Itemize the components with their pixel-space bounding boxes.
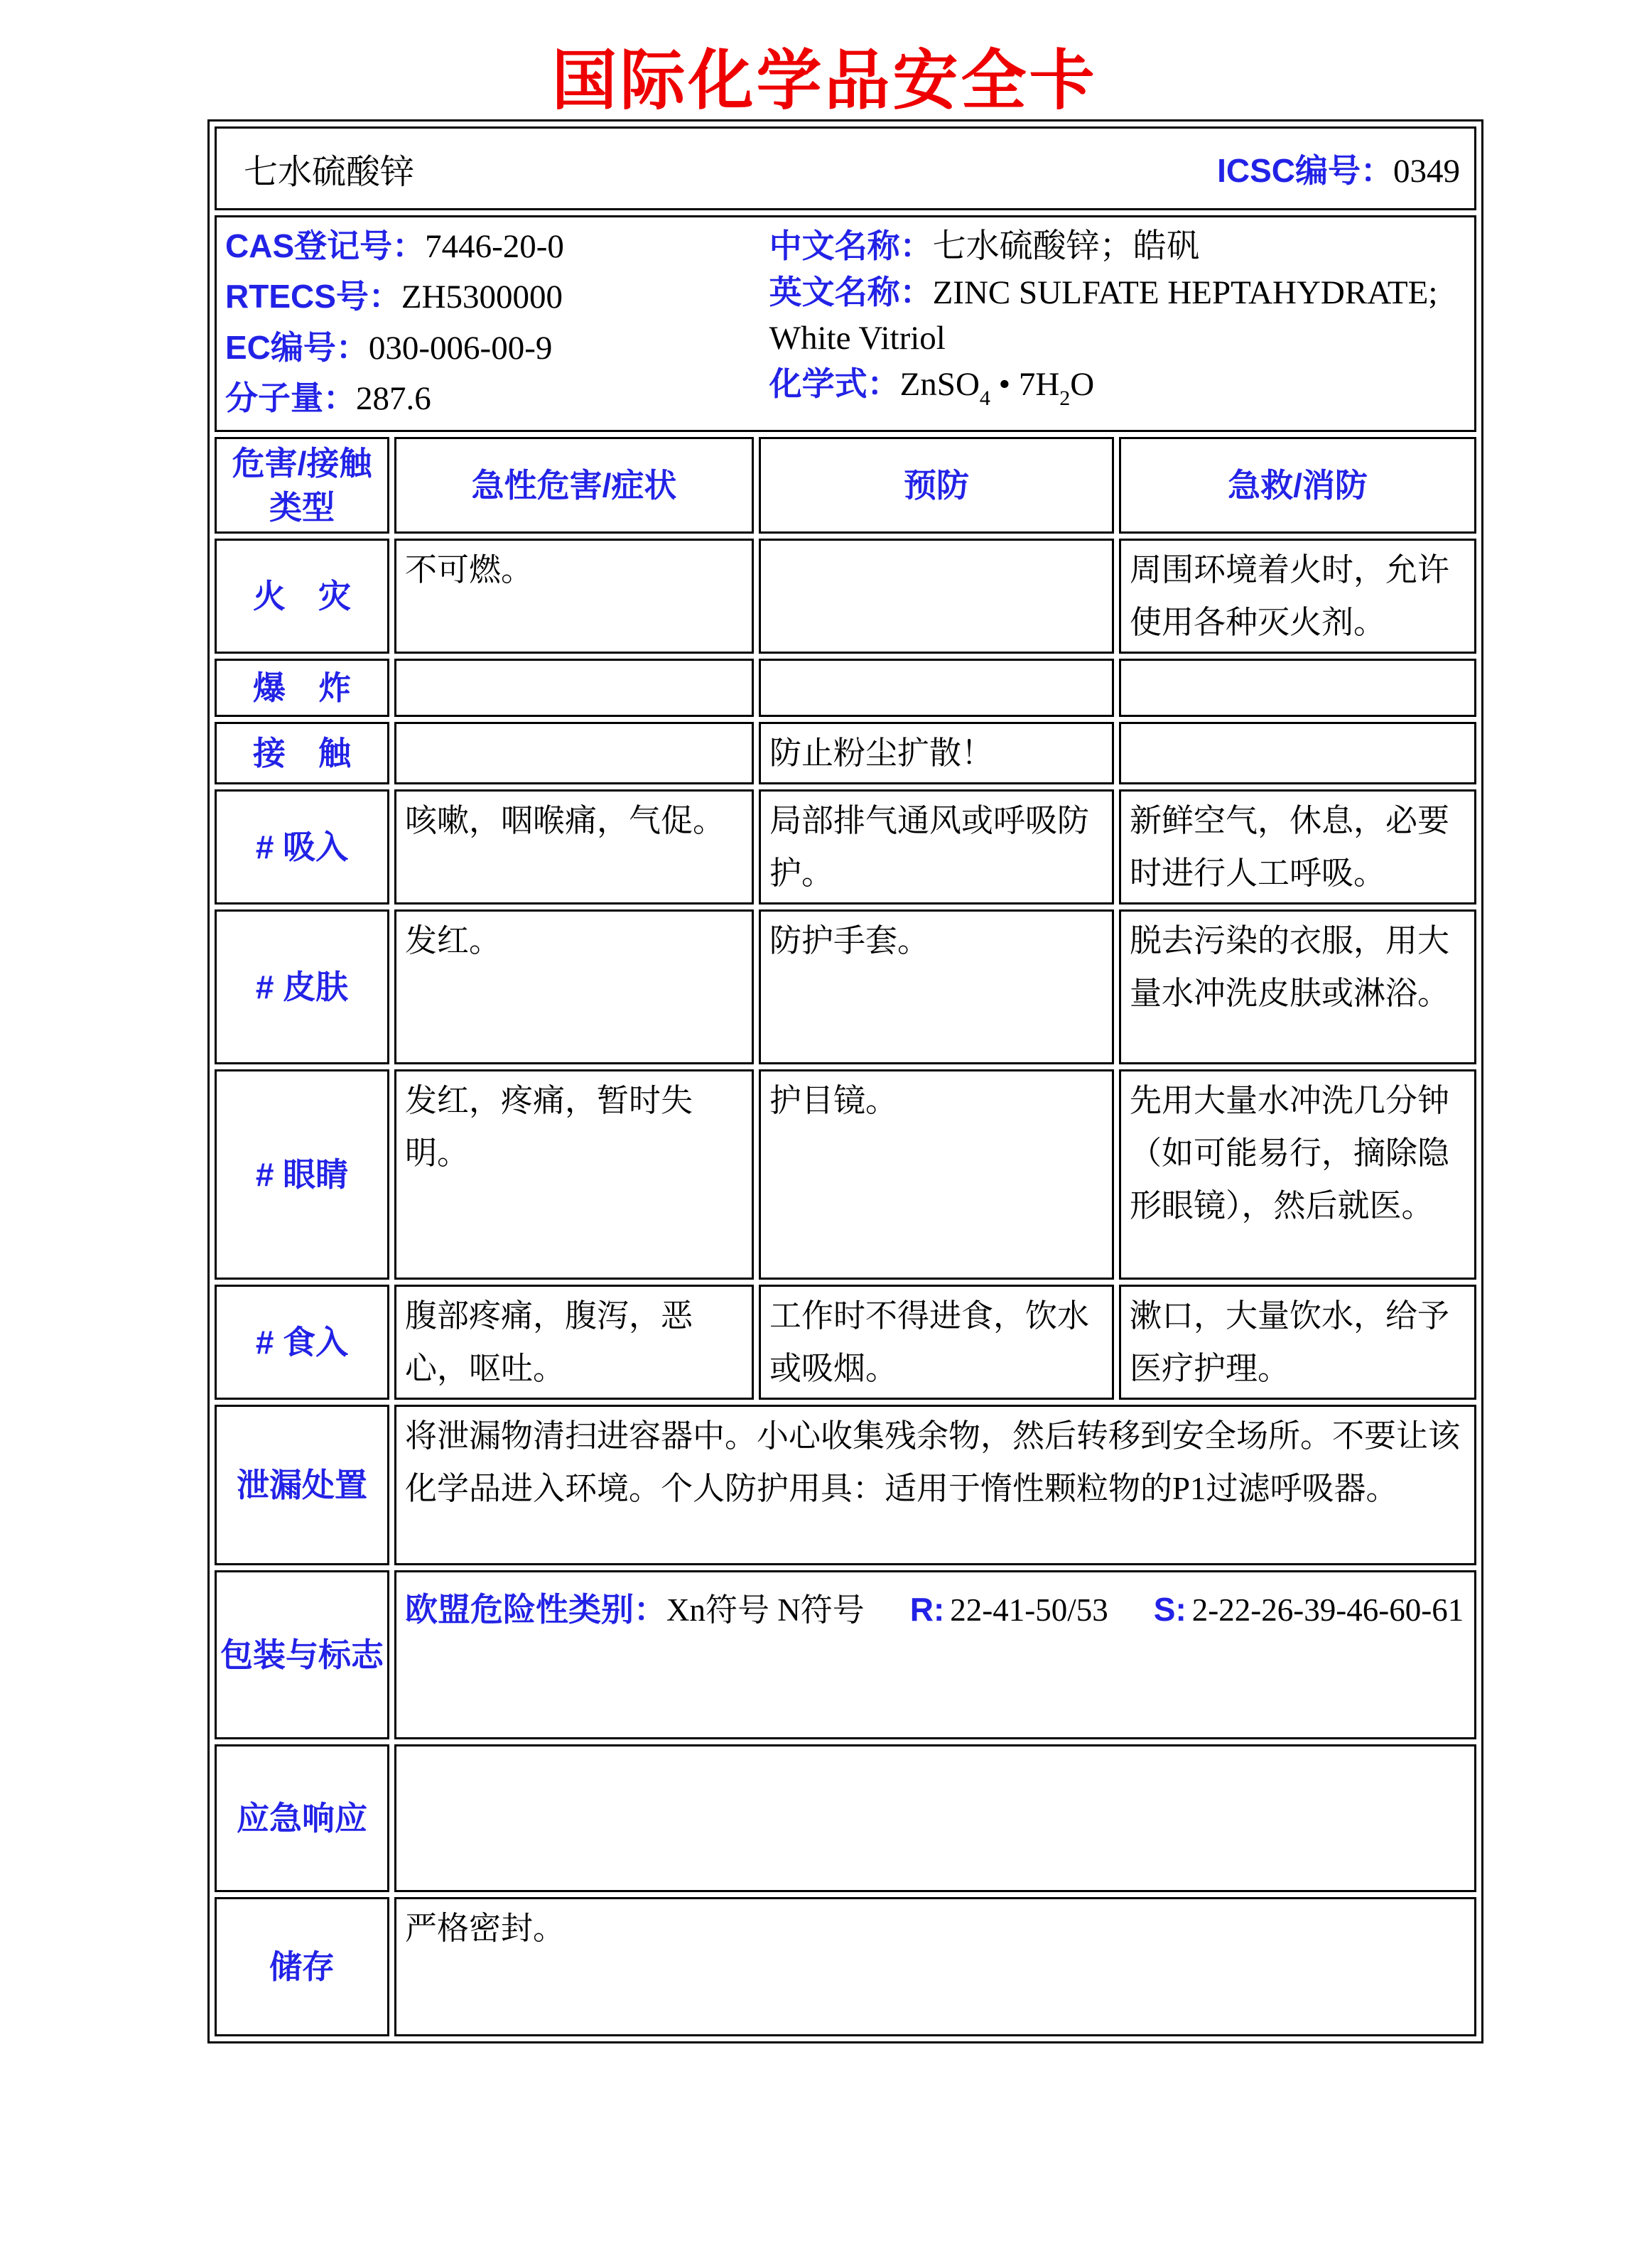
formula-line bbox=[769, 361, 1461, 421]
cell-contact-symptoms bbox=[394, 722, 754, 784]
cell-skin-prevention: 防护手套。 bbox=[759, 909, 1114, 1064]
row-label-ingestion: # 食入 bbox=[215, 1285, 389, 1400]
identifier-section bbox=[215, 215, 1476, 432]
cell-ingestion-symptoms: 腹部疼痛，腹泻，恶心，呕吐。 bbox=[394, 1285, 754, 1400]
cell-storage-content: 严格密封。 bbox=[394, 1897, 1476, 2036]
cell-contact-response bbox=[1119, 722, 1476, 784]
cell-explosion-symptoms bbox=[394, 659, 754, 717]
cell-skin-response: 脱去污染的衣服，用大量水冲洗皮肤或淋浴。 bbox=[1119, 909, 1476, 1064]
name-header-row bbox=[215, 126, 1476, 210]
cell-spill-disposal-content: 将泄漏物清扫进容器中。小心收集残余物，然后转移到安全场所。不要让该化学品进入环境。个人防护用具：适用于惰性颗粒物的P1过滤呼吸器。 bbox=[394, 1405, 1476, 1565]
row-label-contact: 接 触 bbox=[215, 722, 389, 784]
cell-eyes-symptoms: 发红，疼痛，暂时失明。 bbox=[394, 1069, 754, 1280]
identifier-right-column bbox=[769, 223, 1461, 421]
cell-fire-symptoms: 不可燃。 bbox=[394, 539, 754, 654]
cell-eyes-prevention: 护目镜。 bbox=[759, 1069, 1114, 1280]
r-phrases-value: 22-41-50/53 bbox=[950, 1592, 1108, 1628]
molecular-weight-line bbox=[225, 375, 769, 421]
icsc-label: ICSC编号： bbox=[1217, 152, 1393, 189]
eu-hazard-symbols: Xn符号 N符号 bbox=[666, 1592, 865, 1628]
row-label-packaging: 包装与标志 bbox=[215, 1570, 389, 1739]
s-phrases-value: 2-22-26-39-46-60-61 bbox=[1191, 1592, 1464, 1628]
chemical-name: 七水硫酸锌 bbox=[244, 153, 415, 191]
hazard-table bbox=[215, 437, 1476, 2036]
header-prevention: 预防 bbox=[759, 437, 1114, 534]
english-name-line bbox=[769, 269, 1461, 361]
molecular-weight-label: 分子量： bbox=[225, 379, 356, 416]
cell-inhalation-response: 新鲜空气，休息，必要时进行人工呼吸。 bbox=[1119, 789, 1476, 904]
formula-value: ZnSO$_4$ • $7H_2O$ bbox=[899, 366, 1095, 410]
chinese-name-value: 七水硫酸锌；皓矾 bbox=[932, 228, 1200, 265]
cell-emergency-response-content bbox=[394, 1744, 1476, 1892]
header-hazard-type: 危害/接触 类型 bbox=[215, 437, 389, 534]
identifier-left-column bbox=[225, 223, 769, 421]
header-acute-hazards: 急性危害/症状 bbox=[394, 437, 754, 534]
formula-label: 化学式： bbox=[769, 365, 900, 402]
r-phrases-label: R: bbox=[909, 1591, 945, 1628]
ec-number-line bbox=[225, 325, 769, 371]
row-label-inhalation: # 吸入 bbox=[215, 789, 389, 904]
cell-ingestion-response: 漱口，大量饮水，给予医疗护理。 bbox=[1119, 1285, 1476, 1400]
english-name-label: 英文名称： bbox=[769, 274, 933, 310]
rtecs-value: ZH5300000 bbox=[401, 279, 563, 316]
cell-packaging-content bbox=[394, 1570, 1476, 1739]
cell-contact-prevention: 防止粉尘扩散！ bbox=[759, 722, 1114, 784]
cell-explosion-response bbox=[1119, 659, 1476, 717]
safety-card bbox=[207, 119, 1483, 2043]
cas-value: 7446-20-0 bbox=[425, 228, 564, 265]
chinese-name-label: 中文名称： bbox=[769, 227, 933, 264]
molecular-weight-value: 287.6 bbox=[356, 379, 431, 417]
english-name-value: ZINC SULFATE HEPTAHYDRATE; White Vitriol bbox=[769, 274, 1438, 357]
cell-eyes-response: 先用大量水冲洗几分钟（如可能易行，摘除隐形眼镜），然后就医。 bbox=[1119, 1069, 1476, 1280]
row-label-skin: # 皮肤 bbox=[215, 909, 389, 1064]
cell-explosion-prevention bbox=[759, 659, 1114, 717]
row-label-emergency-response: 应急响应 bbox=[215, 1744, 389, 1892]
cell-inhalation-symptoms: 咳嗽，咽喉痛，气促。 bbox=[394, 789, 754, 904]
ec-label: EC编号： bbox=[225, 328, 369, 366]
eu-hazard-class-label: 欧盟危险性类别： bbox=[405, 1591, 666, 1628]
row-label-storage: 储存 bbox=[215, 1897, 389, 2036]
rtecs-label: RTECS号： bbox=[225, 278, 401, 315]
chinese-name-line bbox=[769, 223, 1461, 269]
cell-inhalation-prevention: 局部排气通风或呼吸防护。 bbox=[759, 789, 1114, 904]
page-title: 国际化学品安全卡 bbox=[551, 42, 1098, 119]
cell-skin-symptoms: 发红。 bbox=[394, 909, 754, 1064]
icsc-number-group bbox=[1217, 145, 1460, 192]
row-label-fire: 火 灾 bbox=[215, 539, 389, 654]
row-label-spill-disposal: 泄漏处置 bbox=[215, 1405, 389, 1565]
rtecs-number-line bbox=[225, 274, 769, 320]
ec-value: 030-006-00-9 bbox=[368, 329, 553, 367]
s-phrases-label: S: bbox=[1153, 1591, 1186, 1628]
cell-ingestion-prevention: 工作时不得进食，饮水或吸烟。 bbox=[759, 1285, 1114, 1400]
row-label-eyes: # 眼睛 bbox=[215, 1069, 389, 1280]
cell-fire-prevention bbox=[759, 539, 1114, 654]
header-fire-fighting: 急救/消防 bbox=[1119, 437, 1476, 534]
cell-fire-response: 周围环境着火时，允许使用各种灭火剂。 bbox=[1119, 539, 1476, 654]
cas-number-line bbox=[225, 223, 769, 269]
row-label-explosion: 爆 炸 bbox=[215, 659, 389, 717]
icsc-number: 0349 bbox=[1393, 153, 1460, 190]
cas-label: CAS登记号： bbox=[225, 227, 426, 264]
